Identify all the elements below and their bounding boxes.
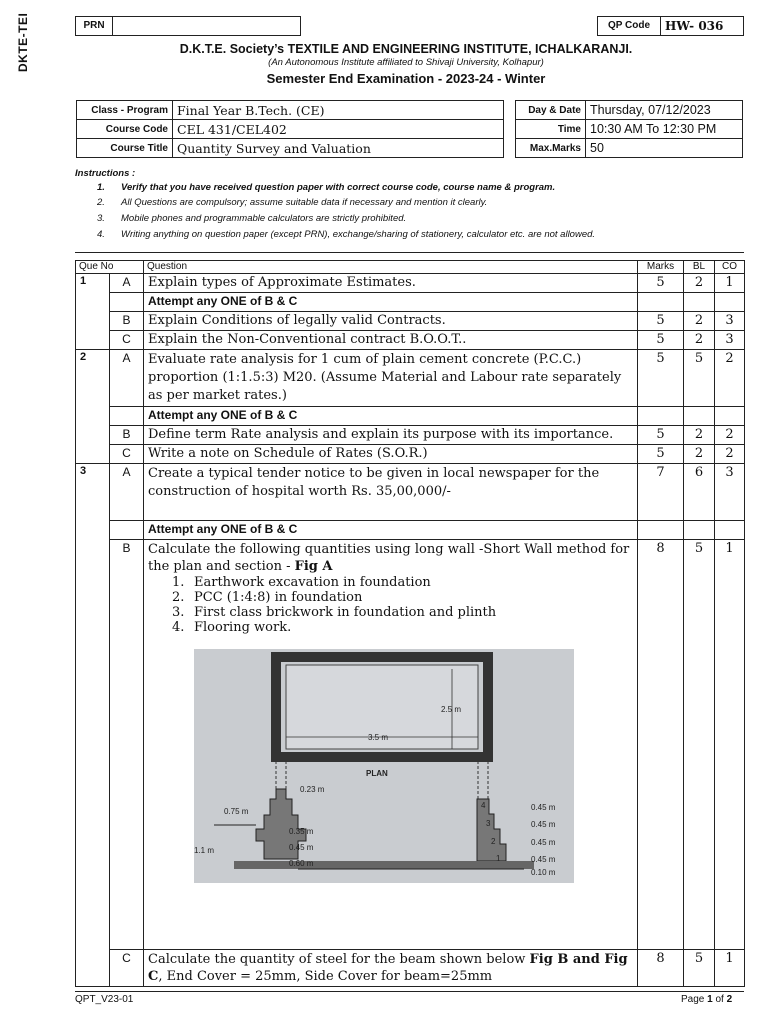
instruction-item: Writing anything on question paper (except PRN), exchange/sharing of stationery, calculator etc. are not allowed. [121, 229, 596, 240]
instruction-num: 2. [97, 197, 105, 208]
bl-cell: 5 [684, 950, 715, 987]
plan-label: PLAN [366, 769, 388, 778]
sub-question-label: A [110, 464, 144, 521]
marks-cell: 8 [638, 950, 684, 987]
bl-cell: 2 [684, 312, 715, 331]
instructions-title: Instructions : [75, 168, 136, 179]
qp-code-value: HW- 036 [665, 19, 724, 33]
list-item: 3. First class brickwork in foundation and plinth [172, 605, 497, 620]
marks-cell: 5 [638, 312, 684, 331]
co-cell: 2 [715, 445, 745, 464]
footer-divider [75, 991, 744, 992]
dim-label: 2.5 m [441, 705, 462, 714]
co-cell: 1 [715, 950, 745, 987]
prn-label: PRN [76, 17, 113, 35]
course-code-value: CEL 431/CEL402 [173, 120, 504, 139]
marks-label: Max.Marks [516, 139, 586, 158]
step-number: 3 [486, 819, 491, 828]
table-row [76, 350, 745, 407]
list-item: 2. PCC (1:4:8) in foundation [172, 590, 363, 605]
bl-cell: 2 [684, 445, 715, 464]
figure-ref: Fig B and Fig C [148, 952, 628, 984]
header-marks: Marks [638, 261, 684, 274]
question-text: Define term Rate analysis and explain its purpose with its importance. [144, 426, 638, 445]
header-que-no: Que No [76, 261, 144, 274]
table-row [76, 950, 745, 987]
sub-question-label: B [110, 312, 144, 331]
dim-label: 0.23 m [300, 785, 325, 794]
co-cell: 3 [715, 331, 745, 350]
question-text: Calculate the quantity of steel for the beam shown below [148, 952, 530, 967]
header-co: CO [715, 261, 745, 274]
header-bl: BL [684, 261, 715, 274]
instruction-num: 3. [97, 213, 105, 224]
instruction-item: All Questions are compulsory; assume suitable data if necessary and mention it clearly. [121, 197, 488, 208]
day-value: Thursday, 07/12/2023 [586, 101, 743, 120]
sub-question-label: C [110, 445, 144, 464]
course-title-label: Course Title [77, 139, 173, 158]
question-text: Evaluate rate analysis for 1 cum of plain cement concrete (P.C.C.) proportion (1:1.5:3) M20. (Assume Material and Labour rate separately as per market rates.) [144, 350, 638, 407]
dim-label: 0.45 m [289, 843, 314, 852]
header-question: Question [144, 261, 638, 274]
attempt-note: Attempt any ONE of B & C [144, 293, 638, 312]
question-text: Write a note on Schedule of Rates (S.O.R.) [144, 445, 638, 464]
question-text: Explain the Non-Conventional contract B.O.O.T.. [144, 331, 638, 350]
exam-info-table [515, 100, 743, 158]
question-text: , End Cover = 25mm, Side Cover for beam=25mm [158, 969, 493, 984]
figure-a-plan-section [194, 649, 574, 883]
table-row [76, 464, 745, 521]
bl-cell: 6 [684, 464, 715, 521]
marks-value: 50 [586, 139, 743, 158]
figure-drawing [194, 649, 574, 883]
footer-code: QPT_V23-01 [75, 994, 134, 1005]
step-number: 1 [496, 854, 501, 863]
list-item: 1. Earthwork excavation in foundation [172, 575, 431, 590]
dim-label: 0.35 m [289, 827, 314, 836]
marks-cell: 5 [638, 350, 684, 407]
co-cell: 3 [715, 464, 745, 521]
question-number: 3 [76, 464, 110, 987]
co-cell: 2 [715, 426, 745, 445]
bl-cell: 5 [684, 350, 715, 407]
dim-label: 1.1 m [194, 846, 215, 855]
dim-label: 0.10 m [531, 868, 556, 877]
dim-label: 0.45 m [531, 820, 556, 829]
sub-question-label: C [110, 950, 144, 987]
instruction-num: 1. [97, 182, 105, 193]
question-text: Explain Conditions of legally valid Contracts. [144, 312, 638, 331]
bl-cell: 2 [684, 331, 715, 350]
side-label: DKTE-TEI [16, 12, 30, 72]
list-item: 4. Flooring work. [172, 620, 292, 635]
attempt-note: Attempt any ONE of B & C [144, 521, 638, 540]
bl-cell: 2 [684, 426, 715, 445]
bl-cell: 2 [684, 274, 715, 293]
table-row [76, 445, 745, 464]
co-cell: 3 [715, 312, 745, 331]
day-label: Day & Date [516, 101, 586, 120]
course-info-table [76, 100, 504, 158]
sub-question-label: A [110, 350, 144, 407]
time-label: Time [516, 120, 586, 139]
affiliation: (An Autonomous Institute affiliated to Shivaji University, Kolhapur) [268, 57, 544, 68]
step-number: 2 [491, 837, 496, 846]
marks-cell: 5 [638, 274, 684, 293]
dim-label: 0.45 m [531, 838, 556, 847]
dim-label: 3.5 m [368, 733, 389, 742]
prn-field[interactable] [113, 17, 300, 35]
time-value: 10:30 AM To 12:30 PM [586, 120, 743, 139]
instruction-num: 4. [97, 229, 105, 240]
qp-code-label: QP Code [598, 17, 661, 35]
instruction-item: Mobile phones and programmable calculators are strictly prohibited. [121, 213, 407, 224]
page-indicator: Page 1 of 2 [681, 994, 733, 1005]
quantity-list [172, 575, 633, 635]
sub-question-label: B [110, 426, 144, 445]
marks-cell: 5 [638, 445, 684, 464]
exam-title: Semester End Examination - 2023-24 - Winter [266, 71, 546, 86]
marks-cell: 5 [638, 331, 684, 350]
class-value: Final Year B.Tech. (CE) [173, 101, 504, 120]
sub-question-label: B [110, 540, 144, 950]
qp-code-box [597, 16, 744, 36]
question-text: Explain types of Approximate Estimates. [144, 274, 638, 293]
co-cell: 2 [715, 350, 745, 407]
question-text: Calculate the following quantities using long wall -Short Wall method for the plan and section - [148, 542, 630, 574]
attempt-note: Attempt any ONE of B & C [144, 407, 638, 426]
step-number: 4 [481, 801, 486, 810]
dim-label: 0.45 m [531, 803, 556, 812]
class-label: Class - Program [77, 101, 173, 120]
table-row [76, 274, 745, 293]
question-number: 1 [76, 274, 110, 350]
prn-box [75, 16, 301, 36]
dim-label: 0.45 m [531, 855, 556, 864]
marks-cell: 7 [638, 464, 684, 521]
table-row [76, 331, 745, 350]
institute-name: D.K.T.E. Society’s TEXTILE AND ENGINEERING INSTITUTE, ICHALKARANJI. [179, 42, 633, 56]
course-code-label: Course Code [77, 120, 173, 139]
marks-cell: 5 [638, 426, 684, 445]
marks-cell: 8 [638, 540, 684, 950]
sub-question-label: C [110, 331, 144, 350]
figure-ref: Fig A [294, 559, 333, 574]
question-text: Create a typical tender notice to be given in local newspaper for the construction of hospital worth Rs. 35,00,000/- [144, 464, 638, 521]
table-row [76, 426, 745, 445]
co-cell: 1 [715, 274, 745, 293]
bl-cell: 5 [684, 540, 715, 950]
co-cell: 1 [715, 540, 745, 950]
dim-label: 0.60 m [289, 859, 314, 868]
table-row [76, 312, 745, 331]
question-number: 2 [76, 350, 110, 464]
dim-label: 0.75 m [224, 807, 249, 816]
sub-question-label: A [110, 274, 144, 293]
instruction-item: Verify that you have received question paper with correct course code, course name & program. [121, 182, 556, 193]
course-title-value: Quantity Survey and Valuation [173, 139, 504, 158]
divider [75, 252, 744, 253]
